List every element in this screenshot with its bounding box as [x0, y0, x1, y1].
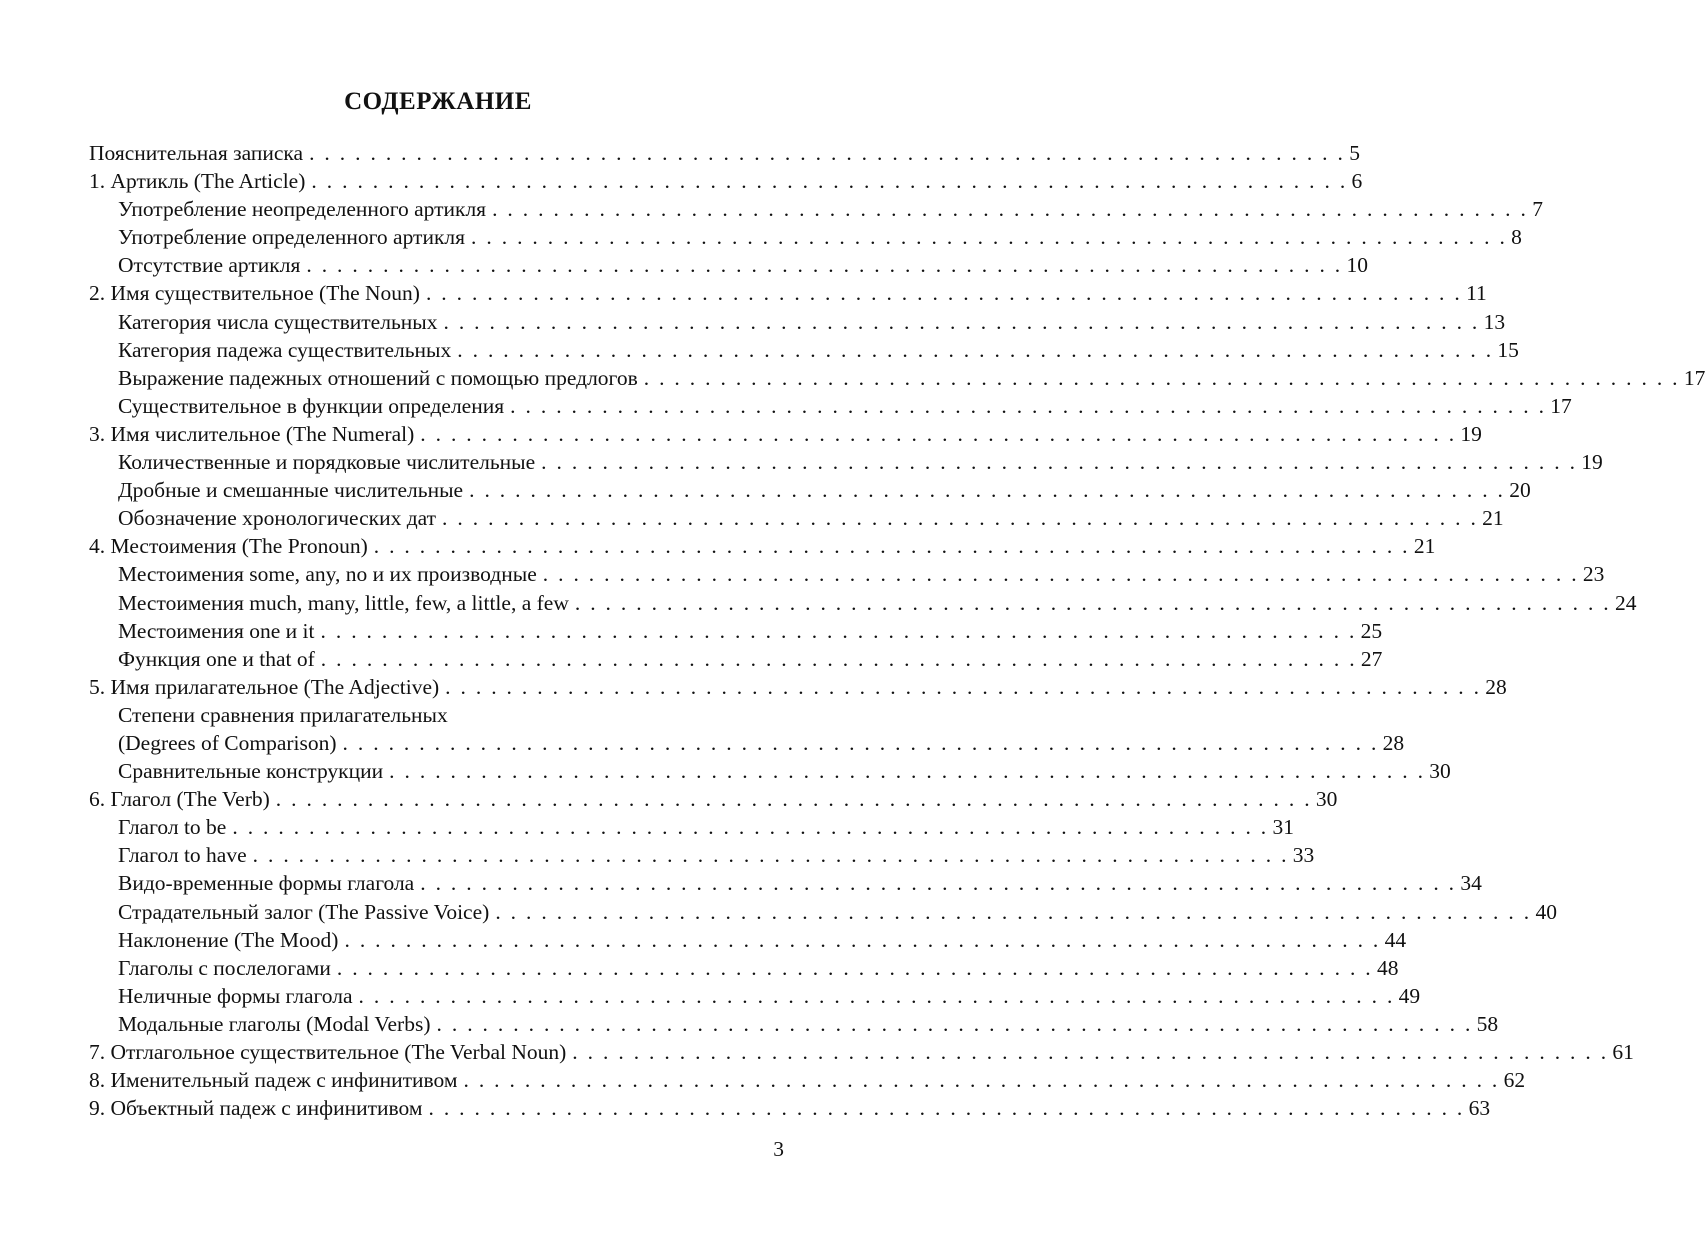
- toc-entry: [89, 336, 1519, 364]
- toc-entry: [89, 448, 1603, 476]
- dot-leader: . . . . . . . . . . . . . . . . . . . . . . . . . . . . . . . . . . . . . . . . . . . . . . . . . . . . . . . . . . . . . . . . . . . .: [344, 927, 1381, 952]
- toc-entry: [89, 589, 1637, 617]
- dot-leader: . . . . . . . . . . . . . . . . . . . . . . . . . . . . . . . . . . . . . . . . . . . . . . . . . . . . . . . . . . . . . . . . . . . .: [643, 365, 1680, 390]
- toc-entry-title: 7. Отглагольное существительное (The Verbal Noun): [89, 1040, 567, 1064]
- toc-entry-page: 21: [1482, 506, 1504, 531]
- toc-entry-title: Существительное в функции определения: [118, 393, 505, 418]
- toc-entry-page: 61: [1612, 1040, 1634, 1064]
- toc-entry-title: Глагол to be: [118, 815, 227, 840]
- dot-leader: . . . . . . . . . . . . . . . . . . . . . . . . . . . . . . . . . . . . . . . . . . . . . . . . . . . . . . . . . . . . . . . . . . . .: [309, 141, 1346, 165]
- dot-leader: . . . . . . . . . . . . . . . . . . . . . . . . . . . . . . . . . . . . . . . . . . . . . . . . . . . . . . . . . . . . . . . . . . . .: [510, 393, 1547, 418]
- toc-entry: [89, 364, 1705, 392]
- toc-entry-title: Глаголы с послелогами: [118, 955, 331, 980]
- toc-entry-page: 23: [1582, 562, 1605, 587]
- toc-entry: [89, 1066, 1526, 1094]
- table-of-contents: [89, 139, 1705, 1122]
- dot-leader: . . . . . . . . . . . . . . . . . . . . . . . . . . . . . . . . . . . . . . . . . . . . . . . . . . . . . . . . . . . . . . . . . . . .: [311, 169, 1348, 194]
- toc-entry-page: 6: [1351, 169, 1363, 194]
- dot-leader: . . . . . . . . . . . . . . . . . . . . . . . . . . . . . . . . . . . . . . . . . . . . . . . . . . . . . . . . . . . . . . . . . . . .: [443, 309, 1480, 334]
- toc-entry-page: 49: [1398, 983, 1421, 1008]
- toc-entry: [89, 926, 1407, 954]
- toc-entry: [89, 532, 1436, 560]
- toc-entry-title: 2. Имя существительное (The Noun): [89, 281, 420, 306]
- dot-leader: . . . . . . . . . . . . . . . . . . . . . . . . . . . . . . . . . . . . . . . . . . . . . . . . . . . . . . . . . . . . . . . . . . . .: [428, 1096, 1465, 1121]
- dot-leader: . . . . . . . . . . . . . . . . . . . . . . . . . . . . . . . . . . . . . . . . . . . . . . . . . . . . . . . . . . . . . . . . . . . .: [342, 730, 1379, 755]
- dot-leader: . . . . . . . . . . . . . . . . . . . . . . . . . . . . . . . . . . . . . . . . . . . . . . . . . . . . . . . . . . . . . . . . . . . .: [445, 674, 1482, 699]
- toc-entry-page: 48: [1376, 955, 1399, 980]
- toc-entry: [89, 139, 1360, 167]
- toc-entry: [89, 1038, 1634, 1066]
- toc-entry-title: Употребление определенного артикля: [118, 225, 466, 250]
- toc-entry: [89, 195, 1543, 223]
- dot-leader: . . . . . . . . . . . . . . . . . . . . . . . . . . . . . . . . . . . . . . . . . . . . . . . . . . . . . . . . . . . . . . . . . . . .: [252, 843, 1289, 868]
- toc-entry-page: 25: [1360, 618, 1383, 643]
- toc-entry-page: 20: [1509, 478, 1531, 503]
- toc-entry: [89, 729, 1405, 757]
- toc-entry: [89, 167, 1363, 195]
- toc-entry-page: 63: [1468, 1096, 1491, 1121]
- toc-entry-title: Выражение падежных отношений с помощью предлогов: [118, 365, 638, 390]
- toc-entry-title: Страдательный залог (The Passive Voice): [118, 899, 490, 924]
- toc-entry: [89, 869, 1482, 897]
- toc-entry-page: 15: [1497, 337, 1519, 362]
- toc-entry-page: 19: [1581, 450, 1603, 475]
- toc-entry-page: 30: [1429, 759, 1451, 784]
- toc-entry: [89, 841, 1315, 869]
- toc-entry-page: 30: [1315, 787, 1338, 812]
- toc-entry: [89, 279, 1487, 307]
- toc-entry: [89, 813, 1294, 841]
- dot-leader: . . . . . . . . . . . . . . . . . . . . . . . . . . . . . . . . . . . . . . . . . . . . . . . . . . . . . . . . . . . . . . . . . . . .: [306, 253, 1343, 278]
- toc-entry-title: Употребление неопределенного артикля: [118, 197, 487, 222]
- toc-entry: [89, 1010, 1499, 1038]
- toc-entry-page: 33: [1292, 843, 1315, 868]
- toc-entry-title: 3. Имя числительное (The Numeral): [89, 421, 415, 446]
- toc-entry-page: 28: [1382, 730, 1405, 755]
- toc-entry-page: 19: [1460, 421, 1482, 446]
- dot-leader: . . . . . . . . . . . . . . . . . . . . . . . . . . . . . . . . . . . . . . . . . . . . . . . . . . . . . . . . . . . . . . . . . . . .: [358, 983, 1395, 1008]
- toc-entry: [89, 420, 1482, 448]
- toc-entry-title: (Degrees of Comparison): [118, 730, 337, 755]
- toc-entry: [89, 954, 1399, 982]
- toc-entry-page: 7: [1532, 197, 1543, 222]
- toc-entry-title: 1. Артикль (The Article): [89, 169, 306, 194]
- toc-entry-title: Дробные и смешанные числительные: [118, 478, 464, 503]
- toc-entry-page: 8: [1511, 225, 1522, 250]
- toc-entry: [89, 392, 1572, 420]
- dot-leader: . . . . . . . . . . . . . . . . . . . . . . . . . . . . . . . . . . . . . . . . . . . . . . . . . . . . . . . . . . . . . . . . . . . .: [336, 955, 1373, 980]
- toc-entry-page: 5: [1349, 141, 1360, 165]
- toc-entry: [89, 560, 1605, 588]
- dot-leader: . . . . . . . . . . . . . . . . . . . . . . . . . . . . . . . . . . . . . . . . . . . . . . . . . . . . . . . . . . . . . . . . . . . .: [457, 337, 1494, 362]
- dot-leader: . . . . . . . . . . . . . . . . . . . . . . . . . . . . . . . . . . . . . . . . . . . . . . . . . . . . . . . . . . . . . . . . . . . .: [436, 1011, 1473, 1036]
- page-number: 3: [773, 1137, 784, 1161]
- toc-entry-title: Глагол to have: [118, 843, 247, 868]
- toc-entry-title: Местоимения one и it: [118, 618, 315, 643]
- toc-entry-page: 11: [1466, 281, 1487, 306]
- toc-entry: [89, 308, 1506, 336]
- dot-leader: . . . . . . . . . . . . . . . . . . . . . . . . . . . . . . . . . . . . . . . . . . . . . . . . . . . . . . . . . . . . . . . . . . . .: [320, 618, 1357, 643]
- dot-leader: . . . . . . . . . . . . . . . . . . . . . . . . . . . . . . . . . . . . . . . . . . . . . . . . . . . . . . . . . . . . . . . . . . . .: [373, 534, 1410, 559]
- toc-entry: [89, 476, 1531, 504]
- toc-entry-page: 44: [1384, 927, 1407, 952]
- toc-entry-page: 58: [1476, 1011, 1499, 1036]
- toc-entry-page: 13: [1483, 309, 1506, 334]
- dot-leader: . . . . . . . . . . . . . . . . . . . . . . . . . . . . . . . . . . . . . . . . . . . . . . . . . . . . . . . . . . . . . . . . . . . .: [542, 562, 1579, 587]
- toc-entry: [89, 982, 1421, 1010]
- toc-entry: [89, 701, 785, 729]
- page-title: СОДЕРЖАНИЕ: [344, 88, 532, 115]
- toc-entry-title: Обозначение хронологических дат: [118, 506, 437, 531]
- toc-entry-title: Количественные и порядковые числительные: [118, 450, 536, 475]
- dot-leader: . . . . . . . . . . . . . . . . . . . . . . . . . . . . . . . . . . . . . . . . . . . . . . . . . . . . . . . . . . . . . . . . . . . .: [495, 899, 1532, 924]
- toc-entry: [89, 898, 1557, 926]
- dot-leader: . . . . . . . . . . . . . . . . . . . . . . . . . . . . . . . . . . . . . . . . . . . . . . . . . . . . . . . . . . . . . . . . . . . .: [492, 197, 1529, 222]
- dot-leader: . . . . . . . . . . . . . . . . . . . . . . . . . . . . . . . . . . . . . . . . . . . . . . . . . . . . . . . . . . . . . . . . . . . .: [469, 478, 1506, 503]
- toc-entry: [89, 673, 1507, 701]
- toc-entry: [89, 223, 1522, 251]
- toc-entry: [89, 617, 1383, 645]
- dot-leader: . . . . . . . . . . . . . . . . . . . . . . . . . . . . . . . . . . . . . . . . . . . . . . . . . . . . . . . . . . . . . . . . . . . .: [425, 281, 1463, 306]
- dot-leader: . . . . . . . . . . . . . . . . . . . . . . . . . . . . . . . . . . . . . . . . . . . . . . . . . . . . . . . . . . . . . . . . . . . .: [275, 787, 1312, 812]
- toc-entry-title: Пояснительная записка: [89, 141, 304, 165]
- toc-entry: [89, 504, 1504, 532]
- toc-entry: [89, 251, 1368, 279]
- toc-entry-title: 8. Именительный падеж с инфинитивом: [89, 1068, 458, 1093]
- toc-entry-title: Категория падежа существительных: [118, 337, 452, 362]
- toc-entry-page: 28: [1485, 674, 1507, 699]
- toc-entry: [89, 785, 1338, 813]
- toc-entry-title: 4. Местоимения (The Pronoun): [89, 534, 368, 559]
- dot-leader: . . . . . . . . . . . . . . . . . . . . . . . . . . . . . . . . . . . . . . . . . . . . . . . . . . . . . . . . . . . . . . . . . . . .: [572, 1040, 1609, 1064]
- toc-entry-title: Местоимения some, any, no и их производные: [118, 562, 537, 587]
- dot-leader: . . . . . . . . . . . . . . . . . . . . . . . . . . . . . . . . . . . . . . . . . . . . . . . . . . . . . . . . . . . . . . . . . . . .: [471, 225, 1508, 250]
- toc-entry-page: 17: [1683, 365, 1705, 390]
- toc-entry-title: 9. Объектный падеж с инфинитивом: [89, 1096, 423, 1121]
- dot-leader: . . . . . . . . . . . . . . . . . . . . . . . . . . . . . . . . . . . . . . . . . . . . . . . . . . . . . . . . . . . . . . . . . . . .: [463, 1068, 1500, 1093]
- dot-leader: . . . . . . . . . . . . . . . . . . . . . . . . . . . . . . . . . . . . . . . . . . . . . . . . . . . . . . . . . . . . . . . . . . . .: [320, 646, 1357, 671]
- dot-leader: . . . . . . . . . . . . . . . . . . . . . . . . . . . . . . . . . . . . . . . . . . . . . . . . . . . . . . . . . . . . . . . . . . . .: [574, 590, 1611, 615]
- toc-entry-page: 10: [1346, 253, 1368, 278]
- dot-leader: . . . . . . . . . . . . . . . . . . . . . . . . . . . . . . . . . . . . . . . . . . . . . . . . . . . . . . . . . . . . . . . . . . . .: [541, 450, 1578, 475]
- dot-leader: . . . . . . . . . . . . . . . . . . . . . . . . . . . . . . . . . . . . . . . . . . . . . . . . . . . . . . . . . . . . . . . . . . . .: [389, 759, 1426, 784]
- toc-entry-title: Категория числа существительных: [118, 309, 438, 334]
- toc-entry-page: 24: [1614, 590, 1637, 615]
- toc-entry-title: Неличные формы глагола: [118, 983, 353, 1008]
- toc-entry: [89, 645, 1383, 673]
- toc-entry-title: Сравнительные конструкции: [118, 759, 384, 784]
- toc-entry: [89, 757, 1451, 785]
- toc-entry-title: Степени сравнения прилагательных: [118, 702, 448, 727]
- toc-entry-title: Местоимения much, many, little, few, a little, a few: [118, 590, 569, 615]
- toc-entry-title: Видо-временные формы глагола: [118, 871, 415, 896]
- toc-entry-title: 5. Имя прилагательное (The Adjective): [89, 674, 440, 699]
- toc-entry-title: Функция one и that of: [118, 646, 315, 671]
- toc-entry-page: 31: [1272, 815, 1294, 840]
- dot-leader: . . . . . . . . . . . . . . . . . . . . . . . . . . . . . . . . . . . . . . . . . . . . . . . . . . . . . . . . . . . . . . . . . . . .: [420, 421, 1457, 446]
- toc-entry-page: 62: [1503, 1068, 1526, 1093]
- dot-leader: . . . . . . . . . . . . . . . . . . . . . . . . . . . . . . . . . . . . . . . . . . . . . . . . . . . . . . . . . . . . . . . . . . . .: [420, 871, 1457, 896]
- toc-entry-page: 17: [1550, 393, 1572, 418]
- toc-entry-title: 6. Глагол (The Verb): [89, 787, 270, 812]
- toc-entry-title: Отсутствие артикля: [118, 253, 301, 278]
- toc-entry-title: Модальные глаголы (Modal Verbs): [118, 1011, 431, 1036]
- toc-entry: [89, 1094, 1491, 1122]
- dot-leader: . . . . . . . . . . . . . . . . . . . . . . . . . . . . . . . . . . . . . . . . . . . . . . . . . . . . . . . . . . . . . . . . . . . .: [232, 815, 1269, 840]
- toc-entry-page: 21: [1413, 534, 1436, 559]
- toc-entry-page: 40: [1535, 899, 1557, 924]
- toc-entry-page: 34: [1460, 871, 1482, 896]
- dot-leader: . . . . . . . . . . . . . . . . . . . . . . . . . . . . . . . . . . . . . . . . . . . . . . . . . . . . . . . . . . . . . . . . . . . .: [442, 506, 1479, 531]
- toc-entry-page: 27: [1360, 646, 1383, 671]
- toc-entry-title: Наклонение (The Mood): [118, 927, 339, 952]
